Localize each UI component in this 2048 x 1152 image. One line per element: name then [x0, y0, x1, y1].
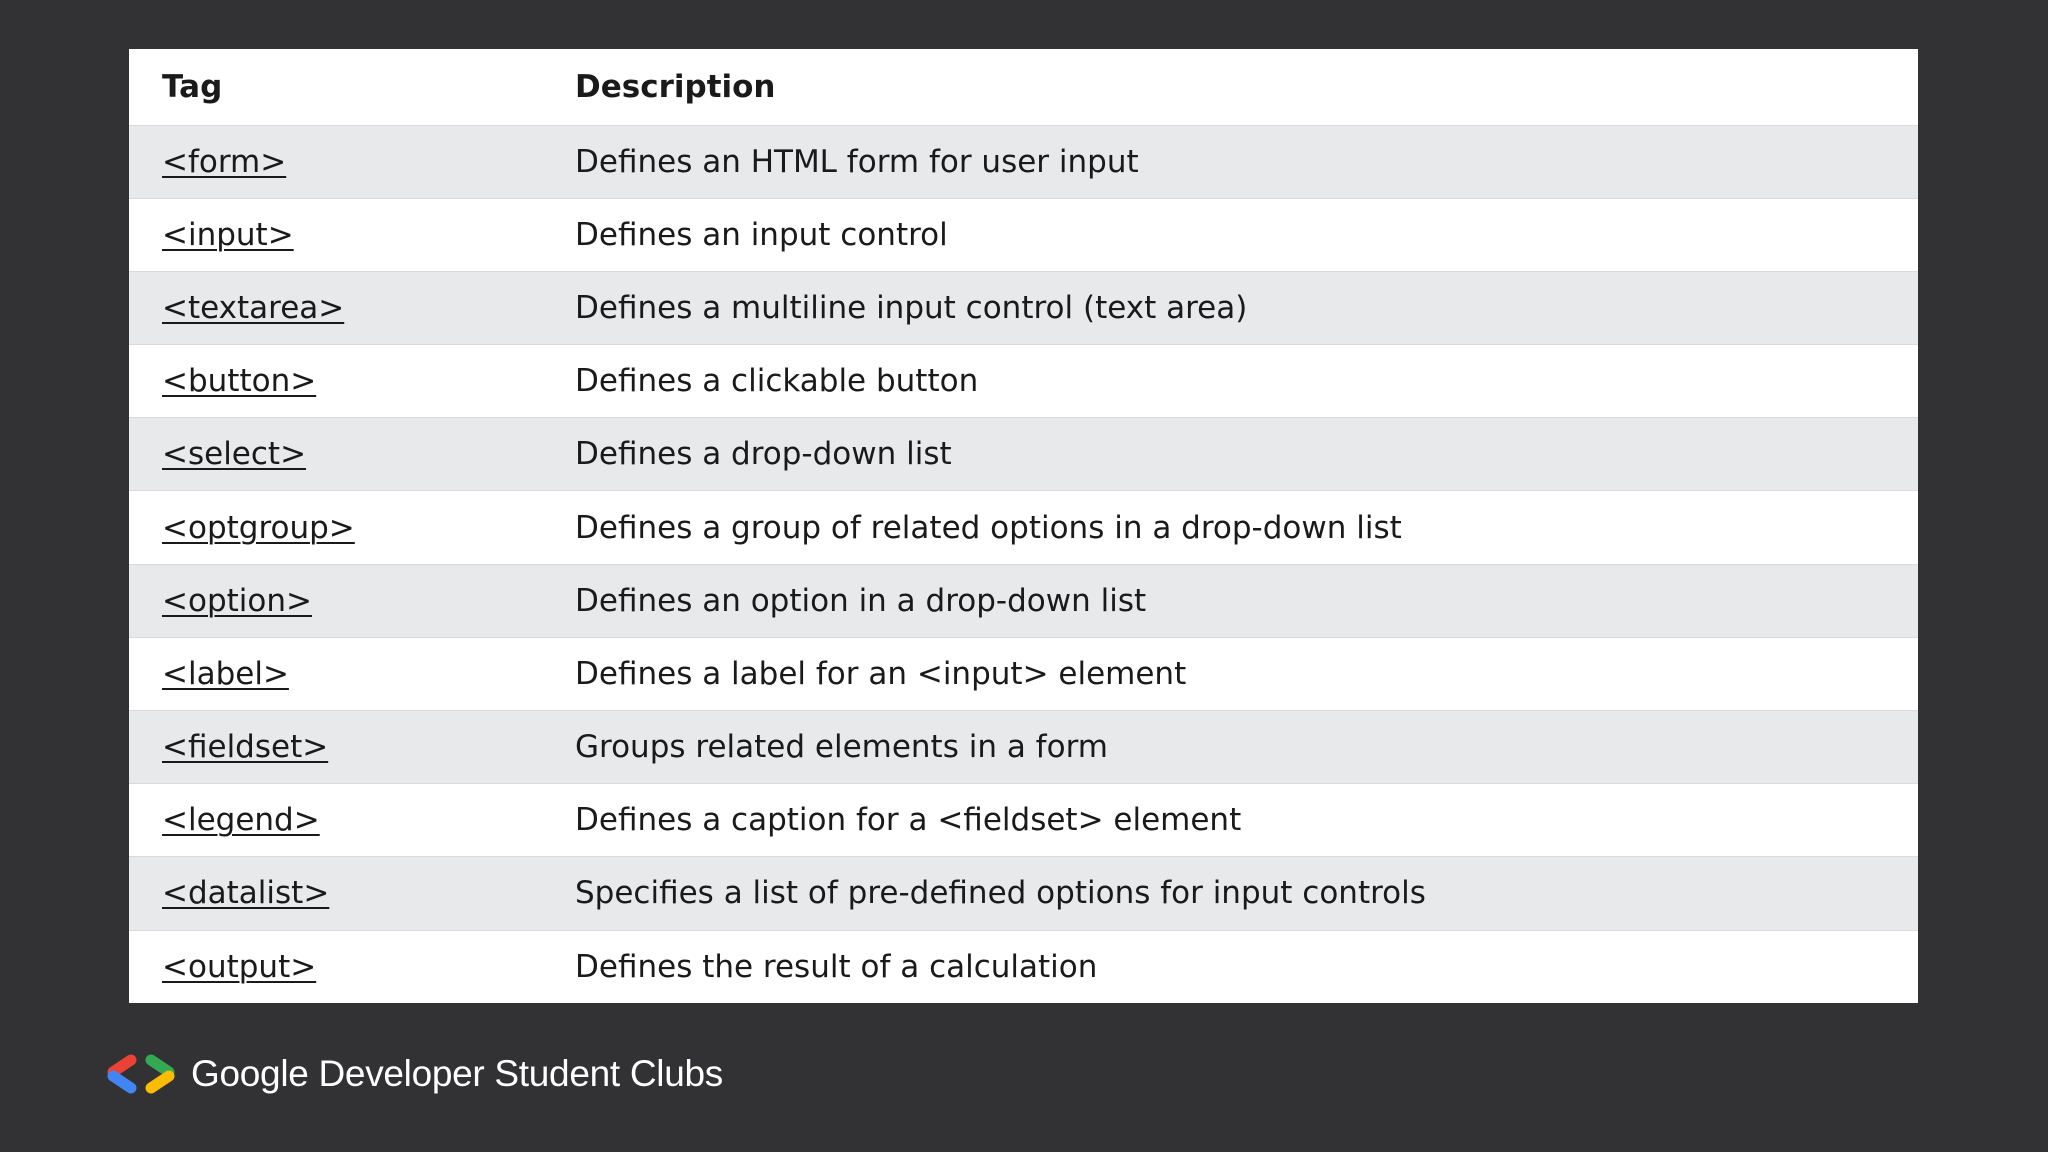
- table-row: [129, 345, 1918, 418]
- table-row: [129, 784, 1918, 857]
- table-row: [129, 491, 1918, 564]
- table-row: [129, 564, 1918, 637]
- column-header-description: Description: [575, 68, 776, 105]
- description-cell: Defines a multiline input control (text area): [575, 289, 1248, 326]
- brand-name: Google Developer Student Clubs: [191, 1053, 723, 1094]
- description-cell: Defines an option in a drop-down list: [575, 582, 1147, 619]
- description-cell: Defines a caption for a <fieldset> element: [575, 802, 1242, 839]
- description-cell: Defines a label for an <input> element: [575, 655, 1187, 692]
- description-cell: Defines an input control: [575, 216, 948, 253]
- description-cell: Groups related elements in a form: [575, 729, 1108, 766]
- description-cell: Defines the result of a calculation: [575, 948, 1098, 985]
- description-cell: Defines a group of related options in a drop-down list: [575, 509, 1402, 546]
- footer-brand: [105, 1052, 723, 1096]
- column-header-tag: Tag: [162, 68, 223, 105]
- description-cell: Specifies a list of pre-defined options for input controls: [575, 875, 1426, 912]
- tag-link-legend[interactable]: <legend>: [162, 802, 320, 839]
- tag-link-output[interactable]: <output>: [162, 948, 317, 985]
- form-tags-table-card: [129, 49, 1918, 1003]
- tag-link-button[interactable]: <button>: [162, 363, 317, 400]
- tag-link-input[interactable]: <input>: [162, 216, 294, 253]
- table-row: [129, 271, 1918, 344]
- tag-link-datalist[interactable]: <datalist>: [162, 875, 330, 912]
- table-row: [129, 930, 1918, 1003]
- tag-link-option[interactable]: <option>: [162, 582, 312, 619]
- table-row: [129, 198, 1918, 271]
- description-cell: Defines a clickable button: [575, 363, 979, 400]
- description-cell: Defines an HTML form for user input: [575, 143, 1139, 180]
- table-row: [129, 125, 1918, 198]
- tag-link-form[interactable]: <form>: [162, 143, 287, 180]
- form-tags-table: [129, 49, 1918, 1003]
- tag-link-fieldset[interactable]: <fieldset>: [162, 729, 329, 766]
- table-header-row: [129, 49, 1918, 125]
- table-row: [129, 637, 1918, 710]
- tag-link-select[interactable]: <select>: [162, 436, 307, 473]
- description-cell: Defines a drop-down list: [575, 436, 952, 473]
- gdsc-logo-icon: [105, 1054, 177, 1094]
- tag-link-label[interactable]: <label>: [162, 655, 289, 692]
- table-row: [129, 857, 1918, 930]
- table-row: [129, 711, 1918, 784]
- tag-link-textarea[interactable]: <textarea>: [162, 289, 345, 326]
- table-row: [129, 418, 1918, 491]
- tag-link-optgroup[interactable]: <optgroup>: [162, 509, 355, 546]
